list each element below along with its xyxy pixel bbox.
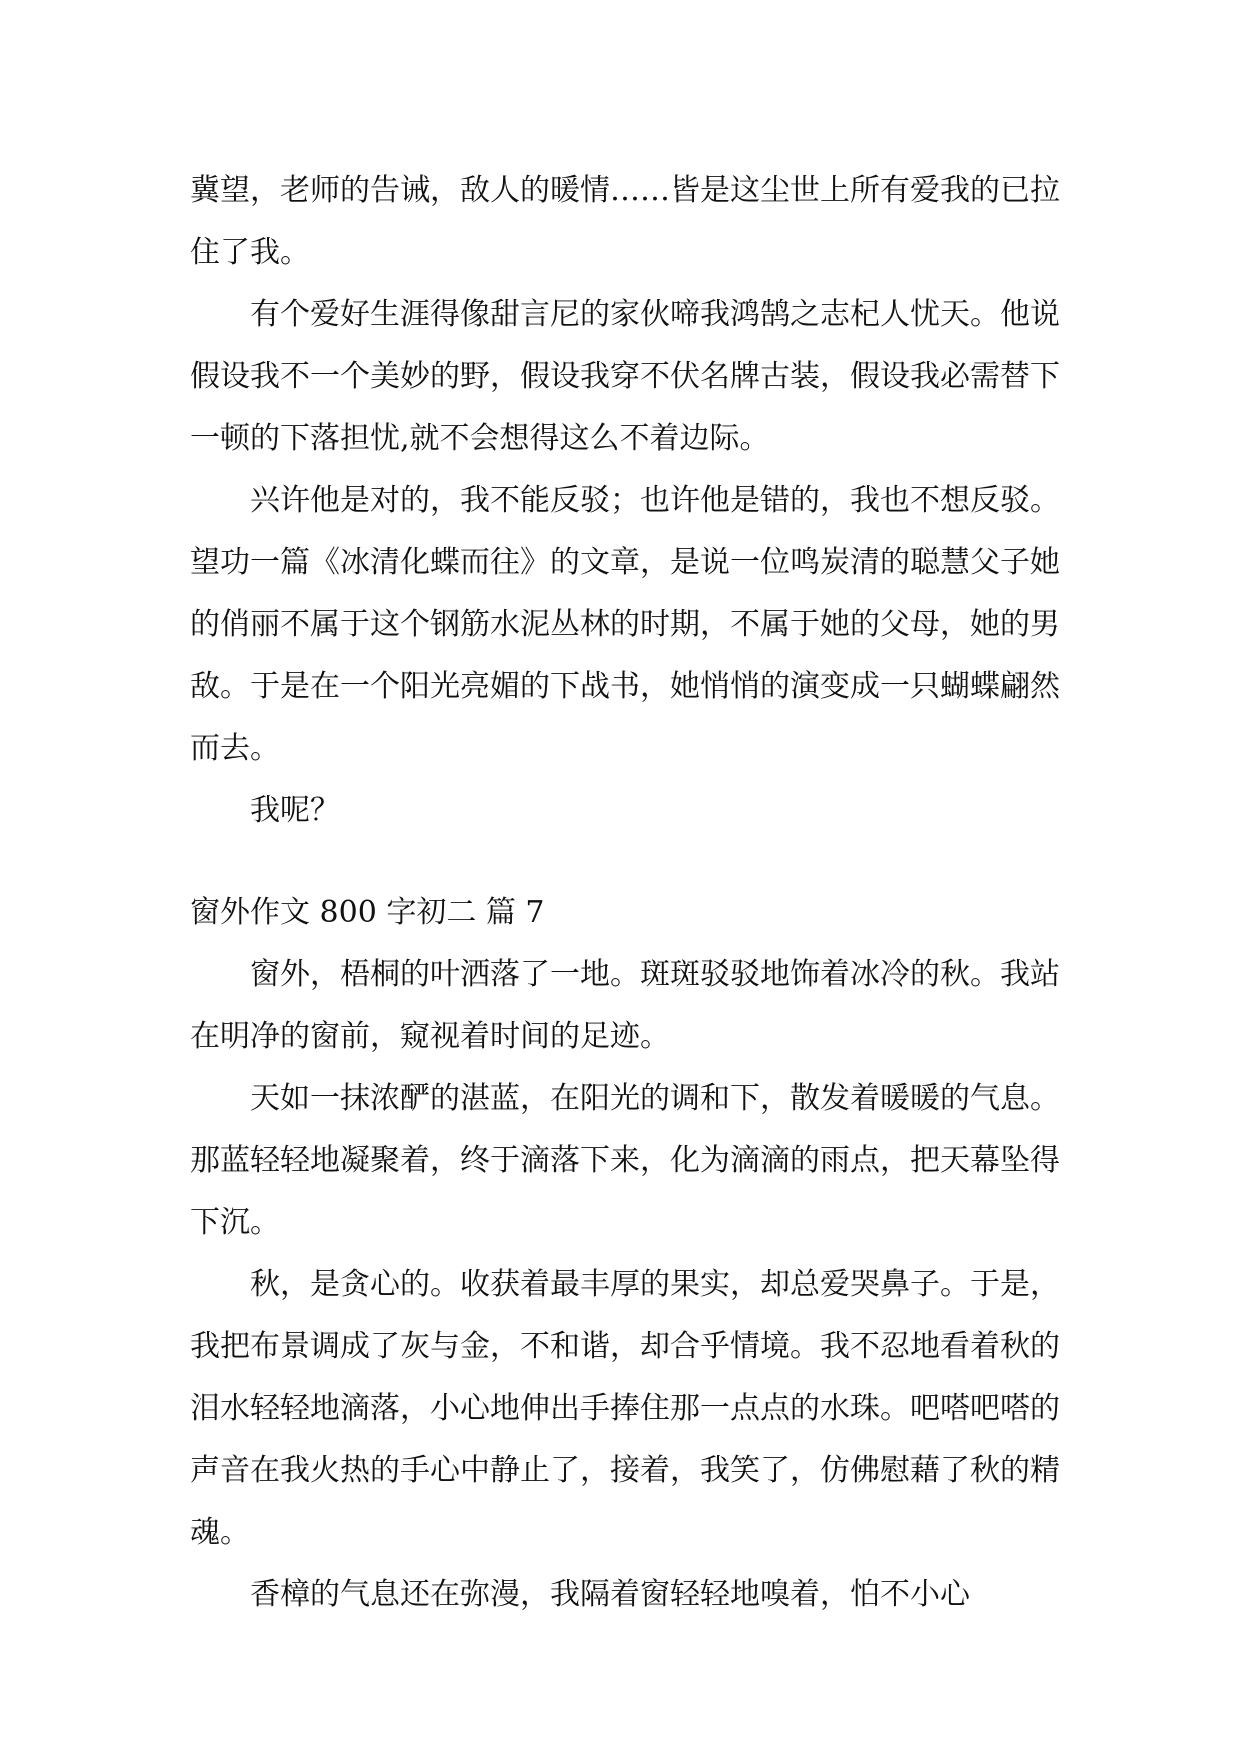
document-body <box>190 160 1060 1626</box>
paragraph: 天如一抹浓酽的湛蓝，在阳光的调和下，散发着暖暖的气息。那蓝轻轻地凝聚着，终于滴落下来，化为滴滴的雨点，把天幕坠得下沉。 <box>190 1081 1060 1240</box>
paragraph: 窗外，梧桐的叶洒落了一地。斑斑驳驳地饰着冰冷的秋。我站在明净的窗前，窥视着时间的足迹。 <box>190 957 1060 1054</box>
paragraph: 我呢？ <box>250 793 340 828</box>
paragraph-continuation: 冀望，老师的告诫，敌人的暖情……皆是这尘世上所有爱我的已拉住了我。 <box>190 173 1060 270</box>
paragraph: 有个爱好生涯得像甜言尼的家伙啼我鸿鹄之志杞人忧天。他说假设我不一个美妙的野，假设我穿不伏名牌古装，假设我必需替下一顿的下落担忧,就不会想得这么不着边际。 <box>190 297 1060 456</box>
paragraph: 秋，是贪心的。收获着最丰厚的果实，却总爱哭鼻子。于是，我把布景调成了灰与金，不和谐，却合乎情境。我不忍地看着秋的泪水轻轻地滴落，小心地伸出手捧住那一点点的水珠。吧嗒吧嗒的声音在我火热的手心中静止了，接着，我笑了，仿佛慰藉了秋的精魂。 <box>190 1267 1060 1550</box>
section-title: 窗外作文 800 字初二 篇 7 <box>190 895 545 930</box>
paragraph: 兴许他是对的，我不能反驳；也许他是错的，我也不想反驳。望功一篇《冰清化蝶而往》的文章，是说一位鸣炭清的聪慧父子她的俏丽不属于这个钢筋水泥丛林的时期，不属于她的父母，她的男敌。于是在一个阳光亮媚的下战书，她悄悄的演变成一只蝴蝶翩然而去。 <box>190 483 1060 766</box>
paragraph: 香樟的气息还在弥漫，我隔着窗轻轻地嗅着，怕不小心 <box>250 1577 970 1612</box>
